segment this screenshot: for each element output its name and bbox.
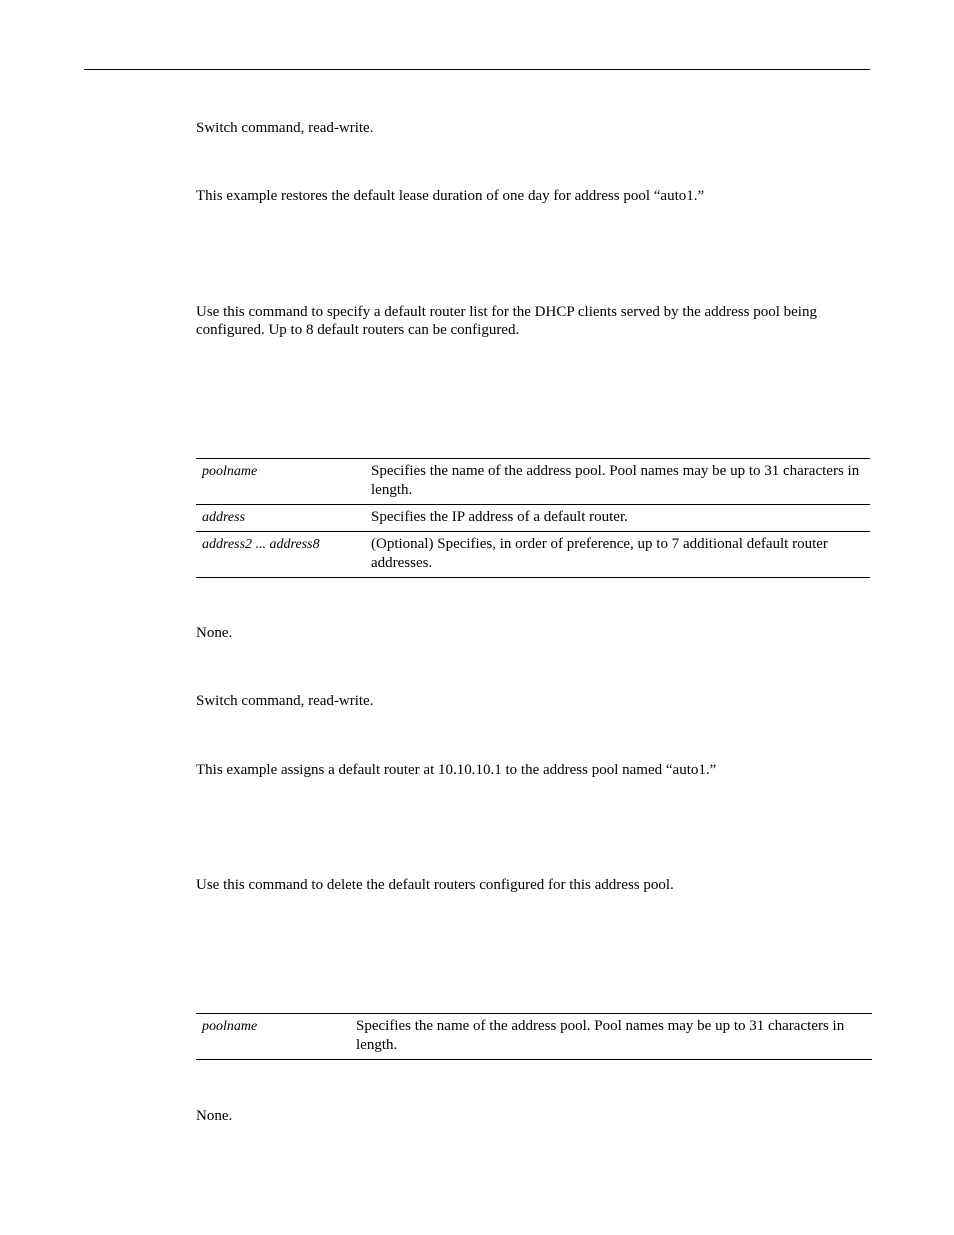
param-description: Specifies the IP address of a default router. [365,505,870,532]
mode-text: Switch command, read-write. [196,693,374,709]
command-description: Use this command to delete the default routers configured for this address pool. [196,877,674,893]
table-row [196,1014,872,1060]
defaults-text: None. [196,1108,233,1124]
parameters-table [196,1013,872,1060]
param-description: (Optional) Specifies, in order of preference, up to 7 additional default router addresses. [365,532,870,578]
header-rule [84,69,870,70]
command-description: Use this command to specify a default router list for the DHCP clients served by the address pool being configured. Up to 8 default routers can be configured. [196,304,817,338]
table-row [196,505,870,532]
mode-text: Switch command, read-write. [196,120,374,136]
defaults-text: None. [196,625,233,641]
example-text: This example restores the default lease duration of one day for address pool “auto1.” [196,188,705,204]
parameters-table [196,458,870,578]
table-row [196,459,870,505]
table-row [196,532,870,578]
param-description: Specifies the name of the address pool. Pool names may be up to 31 characters in length. [350,1014,872,1060]
example-text: This example assigns a default router at 10.10.10.1 to the address pool named “auto1.” [196,762,717,778]
param-description: Specifies the name of the address pool. Pool names may be up to 31 characters in length. [365,459,870,505]
param-name: poolname [196,1014,350,1060]
param-name: address2 ... address8 [196,532,365,578]
param-name: address [196,505,365,532]
param-name: poolname [196,459,365,505]
